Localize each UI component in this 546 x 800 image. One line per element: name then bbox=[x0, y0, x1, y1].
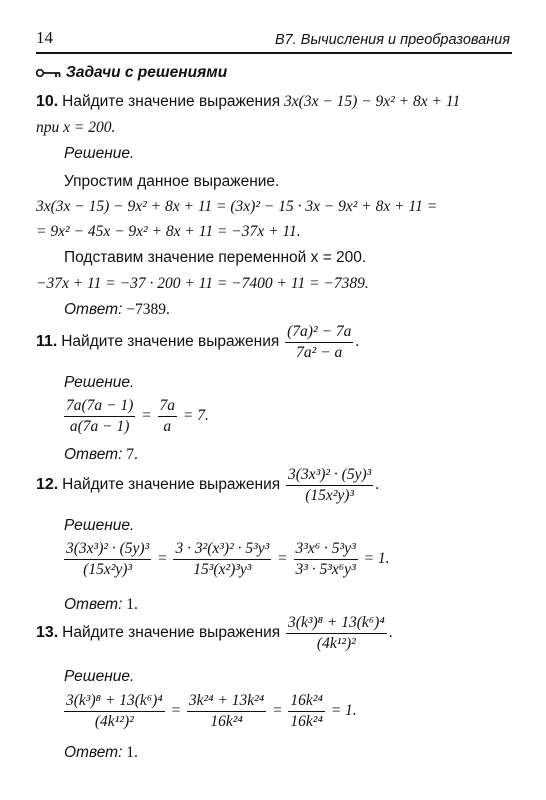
answer-line bbox=[64, 596, 138, 614]
answer-line bbox=[64, 446, 138, 464]
solution-step: Подставим значение переменной x = 200. bbox=[64, 249, 367, 266]
solution-step: = 9x² − 45x − 9x² + 8x + 11 = −37x + 11. bbox=[36, 223, 301, 240]
solution-fraction bbox=[288, 692, 324, 731]
answer-value: 7. bbox=[126, 446, 138, 463]
problem-number: 13. bbox=[36, 624, 59, 642]
answer-label: Ответ: bbox=[64, 744, 123, 761]
problem-13-statement: 13. Найдите значение выражения $\frac{\text{3(k³)⁸ + 13(k⁶)⁴}}{\text{(4k¹²)²}}$ . bbox=[36, 614, 393, 652]
answer-value: 1. bbox=[126, 744, 138, 761]
fraction-numerator: 16k²⁴ bbox=[288, 692, 324, 712]
answer-line bbox=[64, 301, 170, 319]
fraction-denominator: 3³ · 5³x⁶y³ bbox=[295, 561, 356, 578]
answer-label: Ответ: bbox=[64, 301, 123, 318]
answer-value: −7389. bbox=[126, 301, 170, 318]
fraction-numerator: 3k²⁴ + 13k²⁴ bbox=[187, 692, 266, 712]
fraction-denominator: a(7a − 1) bbox=[69, 418, 130, 435]
fraction-numerator: 3(3x³)² · (5y)³ bbox=[64, 540, 151, 560]
problem-12-statement: 12. Найдите значение выражения $\frac{\text{3(3x³)² · (5y)³}}{\text{(15x²y)³}}$ . bbox=[36, 466, 380, 504]
page-header bbox=[36, 26, 510, 48]
solution-fraction bbox=[158, 397, 178, 436]
solution-label: Решение. bbox=[64, 374, 135, 391]
fraction-denominator: 16k²⁴ bbox=[290, 713, 323, 730]
solution-equation: $\frac{\text{3(k³)⁸ + 13(k⁶)⁴}}{\text{(4k¹²)²}}$ = $\frac{\text{3k²⁴ + 13k²⁴}}{\text{16k²⁴}}$ = $\frac{\text{16k²⁴}}{\text{16k²⁴}}$ = 1. bbox=[66, 692, 357, 730]
answer-label: Ответ: bbox=[64, 596, 123, 613]
solution-fraction bbox=[294, 540, 358, 579]
answer-line bbox=[64, 744, 138, 762]
solution-result: = 1. bbox=[330, 702, 357, 720]
fraction-denominator: a bbox=[163, 418, 172, 435]
solution-fraction bbox=[187, 692, 266, 731]
fraction-denominator: (4k¹²)² bbox=[316, 635, 356, 652]
solution-step: −37x + 11 = −37 · 200 + 11 = −7400 + 11 = −7389. bbox=[36, 275, 369, 292]
problem-fraction bbox=[285, 323, 353, 362]
fraction-denominator: 7a² − a bbox=[296, 344, 343, 361]
solution-step: Упростим данное выражение. bbox=[64, 173, 280, 190]
problem-number: 11. bbox=[36, 333, 58, 351]
solution-fraction bbox=[64, 397, 135, 436]
find-value-text: Найдите значение выражения bbox=[61, 333, 280, 351]
solution-equation: $\frac{7a(7a - 1)}{a(7a - 1)}$ = $\frac{7a}{a}$ = 7. bbox=[66, 397, 209, 435]
fraction-numerator: 3 · 3²(x³)² · 5³y³ bbox=[173, 540, 271, 560]
solution-label: Решение. bbox=[64, 145, 135, 162]
fraction-denominator: 16k²⁴ bbox=[210, 713, 243, 730]
problem-number: 10. bbox=[36, 93, 59, 110]
problem-10-statement bbox=[36, 93, 460, 111]
fraction-denominator: (15x²y)³ bbox=[83, 561, 133, 578]
fraction-denominator: (15x²y)³ bbox=[305, 487, 355, 504]
solution-label: Решение. bbox=[64, 517, 135, 534]
solution-equation: $\frac{\text{3(3x³)² · (5y)³}}{\text{(15x²y)³}}$ = $\frac{\text{3 · 3²(x³)² · 5³y³}}{\text{15³(x²)³y³}}$ = $\frac{\text{3³x⁶ · 5³y³}}{\text{3³ · 5³x⁶y³}}$ = 1. bbox=[66, 540, 390, 578]
solution-result: = 7. bbox=[182, 407, 209, 425]
problem-expression: 3x(3x − 15) − 9x² + 8x + 11 bbox=[284, 93, 461, 110]
find-value-text: Найдите значение выражения bbox=[62, 476, 281, 494]
problem-fraction bbox=[286, 614, 387, 653]
fraction-numerator: 3(k³)⁸ + 13(k⁶)⁴ bbox=[64, 692, 165, 712]
solution-fraction bbox=[173, 540, 271, 579]
answer-value: 1. bbox=[126, 596, 138, 613]
fraction-numerator: 3(3x³)² · (5y)³ bbox=[286, 466, 373, 486]
fraction-numerator: 7a(7a − 1) bbox=[64, 397, 135, 417]
answer-label: Ответ: bbox=[64, 446, 123, 463]
find-value-text: Найдите значение выражения bbox=[62, 624, 281, 642]
page-number: 14 bbox=[36, 28, 53, 47]
fraction-denominator: 15³(x²)³y³ bbox=[193, 561, 252, 578]
fraction-numerator: (7a)² − 7a bbox=[285, 323, 353, 343]
problem-10-condition: при x = 200. bbox=[36, 119, 116, 136]
solution-fraction bbox=[64, 692, 165, 731]
section-heading bbox=[36, 64, 227, 82]
running-title: В7. Вычисления и преобразования bbox=[275, 32, 510, 48]
problem-number: 12. bbox=[36, 476, 59, 494]
section-title: Задачи с решениями bbox=[65, 64, 228, 81]
problem-11-statement: 11. Найдите значение выражения $\frac{\text{(7a)² − 7a}}{\text{7a² − a}}$ . bbox=[36, 323, 360, 361]
header-rule bbox=[36, 52, 512, 54]
solution-result: = 1. bbox=[363, 550, 390, 568]
solution-label: Решение. bbox=[64, 668, 135, 685]
fraction-numerator: 3³x⁶ · 5³y³ bbox=[294, 540, 358, 560]
solution-step: 3x(3x − 15) − 9x² + 8x + 11 = (3x)² − 15 · 3x − 9x² + 8x + 11 = bbox=[36, 198, 438, 215]
fraction-numerator: 3(k³)⁸ + 13(k⁶)⁴ bbox=[286, 614, 387, 634]
fraction-numerator: 7a bbox=[158, 397, 178, 417]
find-value-text: Найдите значение выражения bbox=[62, 93, 281, 110]
key-icon bbox=[36, 67, 62, 79]
fraction-denominator: (4k¹²)² bbox=[94, 713, 134, 730]
solution-fraction bbox=[64, 540, 151, 579]
problem-fraction bbox=[286, 466, 373, 505]
